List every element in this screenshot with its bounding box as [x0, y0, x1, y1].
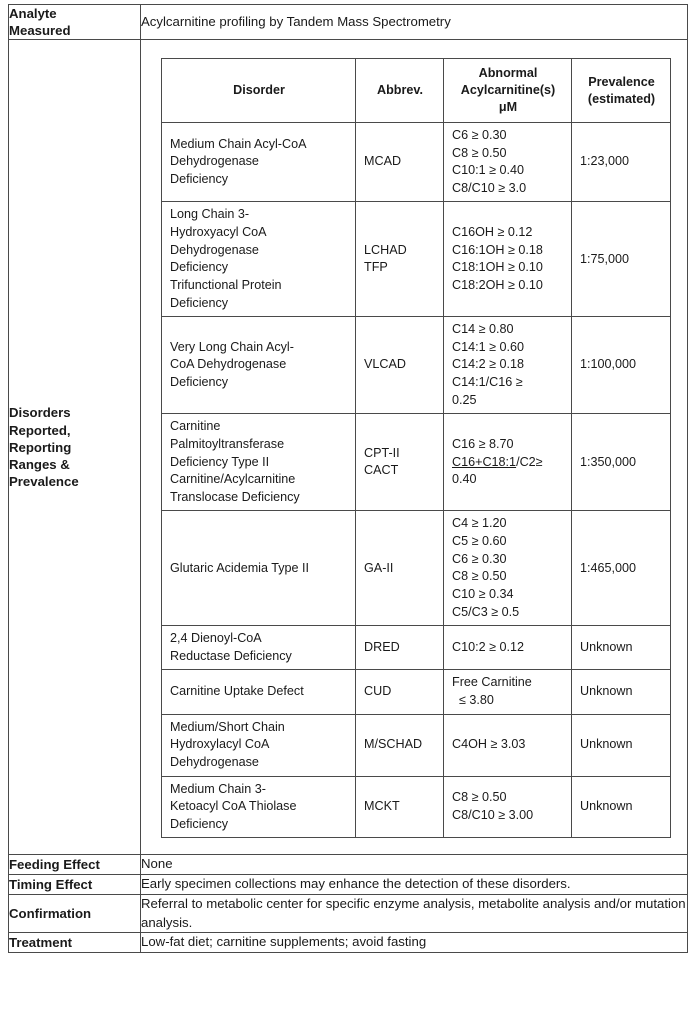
acylcarnitine-line: 0.25: [452, 392, 477, 407]
analyte-label-line-2: Measured: [9, 23, 71, 39]
disorder-line: CoA Dehydrogenase: [170, 357, 287, 372]
acylcarnitine-line: C4 ≥ 1.20: [452, 516, 507, 531]
main-specification-table: [8, 4, 688, 953]
acylcarnitine-line: C6 ≥ 0.30: [452, 551, 507, 566]
disorders-label-line-5: Prevalence: [9, 474, 79, 490]
cell-disorder: [162, 317, 356, 414]
cell-prevalence: Unknown: [572, 626, 671, 670]
table-header-row: [162, 59, 671, 123]
cell-abbreviation: [356, 414, 444, 511]
disorder-line: Carnitine: [170, 419, 221, 434]
cell-abbreviation: [356, 776, 444, 838]
acylcarnitine-line: C5/C3 ≥ 0.5: [452, 604, 520, 619]
row-value-disorders-container: [141, 40, 688, 855]
table-row-analyte: [9, 5, 688, 40]
acylcarnitine-line: C8 ≥ 0.50: [452, 569, 507, 584]
abbreviation-line: M/SCHAD: [364, 737, 423, 752]
disorder-line: Deficiency: [170, 375, 229, 390]
disorder-line: Translocase Deficiency: [170, 489, 300, 504]
table-row: [162, 776, 671, 838]
acylcarnitine-line: C16:1OH ≥ 0.18: [452, 242, 543, 257]
disorder-line: 2,4 Dienoyl-CoA: [170, 631, 262, 646]
cell-abnormal-acylcarnitines: [444, 670, 572, 714]
cell-abnormal-acylcarnitines: [444, 714, 572, 776]
cell-disorder: [162, 776, 356, 838]
table-row: [162, 714, 671, 776]
disorders-table-body: [162, 122, 671, 838]
abbreviation-line: TFP: [364, 260, 388, 275]
acylcarnitine-line: C18:1OH ≥ 0.10: [452, 260, 543, 275]
cell-disorder: [162, 714, 356, 776]
column-header-disorder: Disorder: [162, 59, 356, 123]
acylcarnitine-plain-fragment: /C2≥: [516, 454, 543, 469]
cell-disorder: [162, 511, 356, 626]
cell-abnormal-acylcarnitines: [444, 317, 572, 414]
disorder-line: Dehydrogenase: [170, 242, 259, 257]
table-row-timing-effect: [9, 875, 688, 895]
acylcarnitine-line: C14:1/C16 ≥: [452, 375, 523, 390]
cell-disorder: [162, 202, 356, 317]
acylcarnitine-line: C4OH ≥ 3.03: [452, 737, 526, 752]
abbreviation-line: CPT-II: [364, 445, 400, 460]
cell-abnormal-acylcarnitines: [444, 626, 572, 670]
abbreviation-line: CACT: [364, 463, 399, 478]
cell-disorder: [162, 122, 356, 202]
cell-prevalence: 1:100,000: [572, 317, 671, 414]
abbreviation-line: MCAD: [364, 154, 402, 169]
cell-prevalence: Unknown: [572, 714, 671, 776]
table-row: [162, 670, 671, 714]
disorder-line: Deficiency Type II: [170, 454, 270, 469]
acylcarnitine-line: C8 ≥ 0.50: [452, 145, 507, 160]
row-label-treatment: Treatment: [9, 933, 141, 953]
cell-disorder: [162, 414, 356, 511]
acylcarnitine-line: [452, 454, 564, 472]
cell-abnormal-acylcarnitines: [444, 122, 572, 202]
abbreviation-line: DRED: [364, 640, 400, 654]
acyl-header-line-3: μM: [498, 100, 518, 115]
table-row: [162, 626, 671, 670]
cell-prevalence: 1:350,000: [572, 414, 671, 511]
disorders-table: [161, 58, 671, 838]
disorder-line: Medium Chain Acyl-CoA: [170, 136, 307, 151]
acylcarnitine-line: C16 ≥ 8.70: [452, 436, 514, 451]
abbreviation-line: GA-II: [364, 560, 394, 575]
row-label-analyte-measured: [9, 5, 141, 40]
row-value-confirmation: Referral to metabolic center for specific enzyme analysis, metabolite analysis and/or mutation analysis.: [141, 894, 688, 932]
acylcarnitine-line: C8/C10 ≥ 3.00: [452, 808, 534, 822]
disorder-line: Hydroxyacyl CoA: [170, 225, 267, 240]
table-row: [162, 414, 671, 511]
cell-disorder: [162, 670, 356, 714]
cell-prevalence: Unknown: [572, 776, 671, 838]
acylcarnitine-line: C10:1 ≥ 0.40: [452, 163, 525, 178]
disorders-table-head: [162, 59, 671, 123]
abbreviation-line: VLCAD: [364, 357, 406, 372]
acylcarnitine-line: C5 ≥ 0.60: [452, 534, 507, 549]
acylcarnitine-line: C14 ≥ 0.80: [452, 322, 514, 337]
disorder-line: Reductase Deficiency: [170, 648, 292, 663]
row-value-analyte-measured: Acylcarnitine profiling by Tandem Mass Spectrometry: [141, 5, 688, 40]
abbreviation-line: LCHAD: [364, 242, 407, 257]
table-row: [162, 122, 671, 202]
cell-prevalence: 1:23,000: [572, 122, 671, 202]
cell-disorder: [162, 626, 356, 670]
disorders-label-line-1: Disorders: [9, 405, 71, 421]
cell-abbreviation: [356, 317, 444, 414]
disorder-line: Medium Chain 3-: [170, 781, 266, 796]
acylcarnitine-line: C10:2 ≥ 0.12: [452, 640, 525, 654]
acylcarnitine-line: C10 ≥ 0.34: [452, 586, 514, 601]
table-row: [162, 511, 671, 626]
column-header-prevalence: [572, 59, 671, 123]
disorder-line: Long Chain 3-: [170, 207, 250, 222]
disorder-line: Glutaric Acidemia Type II: [170, 560, 310, 575]
table-row: [162, 317, 671, 414]
row-label-disorders-reported: [9, 40, 141, 855]
disorder-line: Palmitoyltransferase: [170, 436, 285, 451]
row-label-confirmation: Confirmation: [9, 894, 141, 932]
cell-abbreviation: [356, 714, 444, 776]
disorders-label-line-2: Reported,: [9, 422, 71, 438]
cell-abnormal-acylcarnitines: [444, 414, 572, 511]
cell-abbreviation: [356, 122, 444, 202]
analyte-label-line-1: Analyte: [9, 6, 57, 21]
disorder-line: Deficiency: [170, 816, 229, 831]
cell-abnormal-acylcarnitines: [444, 202, 572, 317]
disorder-line: Dehydrogenase: [170, 754, 259, 769]
disorders-label-line-3: Reporting: [9, 439, 72, 455]
disorders-label-line-4: Ranges &: [9, 456, 70, 472]
prevalence-header-line-2: (estimated): [587, 91, 656, 106]
cell-abbreviation: [356, 202, 444, 317]
row-value-feeding-effect: None: [141, 855, 688, 875]
table-row-disorders: [9, 40, 688, 855]
acylcarnitine-line: C8 ≥ 0.50: [452, 790, 507, 805]
acyl-header-line-1: Abnormal: [478, 66, 538, 81]
disorder-line: Deficiency: [170, 172, 229, 186]
inner-table-wrapper: [141, 40, 687, 854]
table-row-confirmation: [9, 894, 688, 932]
acylcarnitine-line: C8/C10 ≥ 3.0: [452, 180, 527, 195]
table-row: [162, 202, 671, 317]
disorder-line: Ketoacyl CoA Thiolase: [170, 799, 297, 814]
acylcarnitine-line: C16OH ≥ 0.12: [452, 225, 533, 240]
row-label-timing-effect: Timing Effect: [9, 875, 141, 895]
acylcarnitine-line: C14:2 ≥ 0.18: [452, 357, 525, 372]
row-value-timing-effect: Early specimen collections may enhance the detection of these disorders.: [141, 875, 688, 895]
disorder-line: Trifunctional Protein: [170, 277, 282, 292]
cell-abnormal-acylcarnitines: [444, 776, 572, 838]
acylcarnitine-underlined-fragment: C16+C18:1: [452, 454, 517, 469]
table-row-treatment: [9, 933, 688, 953]
acylcarnitine-line: C14:1 ≥ 0.60: [452, 339, 525, 354]
acylcarnitine-line: C18:2OH ≥ 0.10: [452, 277, 543, 292]
cell-prevalence: 1:465,000: [572, 511, 671, 626]
prevalence-header-line-1: Prevalence: [588, 74, 655, 89]
disorder-line: Very Long Chain Acyl-: [170, 339, 294, 354]
disorder-line: Carnitine Uptake Defect: [170, 684, 304, 699]
disorder-line: Dehydrogenase: [170, 154, 259, 169]
table-row-feeding-effect: [9, 855, 688, 875]
acylcarnitine-line: 0.40: [452, 472, 477, 487]
column-header-abnormal-acylcarnitines: [444, 59, 572, 123]
cell-abnormal-acylcarnitines: [444, 511, 572, 626]
row-label-feeding-effect: Feeding Effect: [9, 855, 141, 875]
column-header-abbrev: Abbrev.: [356, 59, 444, 123]
cell-abbreviation: [356, 626, 444, 670]
abbreviation-line: MCKT: [364, 799, 400, 814]
disorder-line: Carnitine/Acylcarnitine: [170, 472, 296, 487]
acylcarnitine-line: C6 ≥ 0.30: [452, 127, 507, 142]
disorder-line: Deficiency: [170, 260, 229, 275]
abbreviation-line: CUD: [364, 684, 392, 699]
cell-prevalence: 1:75,000: [572, 202, 671, 317]
acylcarnitine-line: Free Carnitine: [452, 675, 532, 690]
row-value-treatment: Low-fat diet; carnitine supplements; avoid fasting: [141, 933, 688, 953]
cell-abbreviation: [356, 670, 444, 714]
disorder-line: Medium/Short Chain: [170, 719, 285, 734]
disorder-line: Hydroxylacyl CoA: [170, 737, 270, 752]
cell-abbreviation: [356, 511, 444, 626]
acyl-header-line-2: Acylcarnitine(s): [460, 83, 556, 98]
cell-prevalence: Unknown: [572, 670, 671, 714]
disorder-line: Deficiency: [170, 295, 229, 310]
acylcarnitine-line: ≤ 3.80: [459, 693, 494, 708]
